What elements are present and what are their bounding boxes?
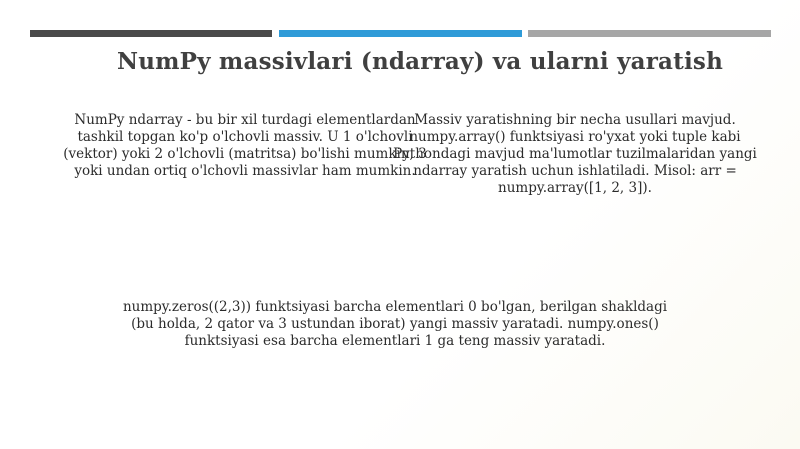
slide-title: NumPy massivlari (ndarray) va ularni yaratish: [116, 48, 723, 75]
bottom-paragraph: numpy.zeros((2,3)) funktsiyasi barcha elementlari 0 bo'lgan, berilgan shakldagi (bu holda, 2 qator va 3 ustundan iborat) yangi massiv yaratadi. numpy.ones() funktsiyasi esa barcha elementlari 1 ga teng massiv yaratadi.: [122, 299, 668, 349]
left-paragraph: NumPy ndarray - bu bir xil turdagi elementlardan tashkil topgan ko'p o'lchovli massiv. U 1 o'lchovli (vektor) yoki 2 o'lchovli (matritsa) bo'lishi mumkin, 3 yoki undan ortiq o'lchovli massivlar ham mumkin.: [63, 112, 427, 179]
right-paragraph: Massiv yaratishning bir necha usullari mavjud. numpy.array() funktsiyasi ro'yxat yoki tuple kabi Pythondagi mavjud ma'lumotlar tuzilmalaridan yangi ndarray yaratish uchun ishlatiladi. Misol: arr = numpy.array([1, 2, 3]).: [393, 112, 757, 196]
accent-bar-dark: [30, 30, 272, 37]
accent-bar-blue: [279, 30, 522, 37]
accent-bar-gray: [528, 30, 771, 37]
